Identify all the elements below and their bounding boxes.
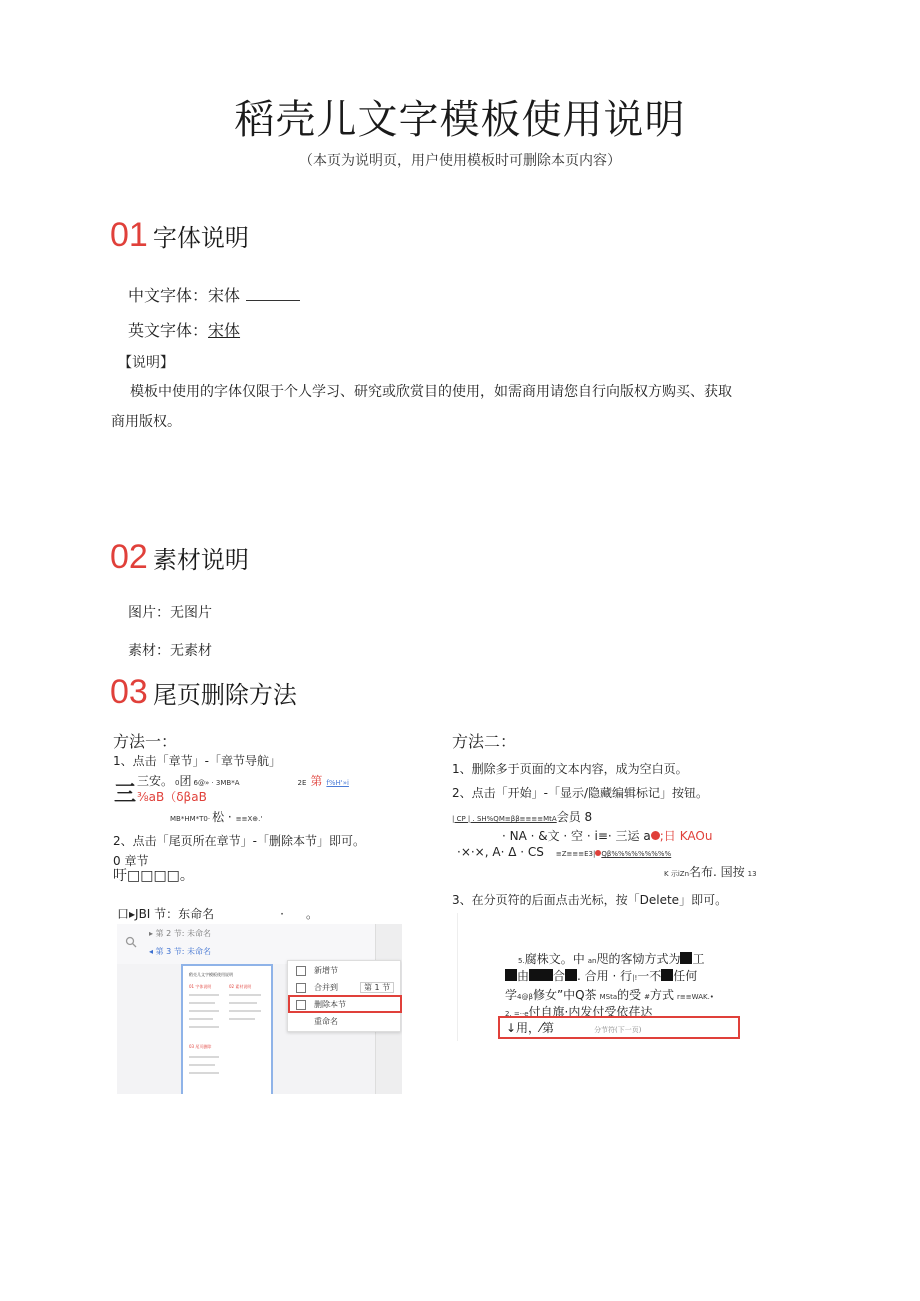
method2-garble-line1 <box>452 808 592 825</box>
garble-text: iZn <box>677 870 690 878</box>
method1-heading: 方法一： <box>113 732 178 751</box>
mini-text-line <box>189 1056 219 1058</box>
merge-target-select[interactable]: 第 1 节 <box>360 982 394 993</box>
garble-text: ·×·×, A· Δ · CS <box>457 845 544 859</box>
method1-garble-line4: 0 章节 <box>113 854 149 868</box>
garble-text: 由 <box>517 969 530 983</box>
redaction-block <box>529 969 541 981</box>
menu-item-merge[interactable] <box>296 982 394 993</box>
garble-text: 任何 <box>673 969 698 983</box>
garble-text: 团 <box>179 774 192 788</box>
garble-text: 合 <box>553 969 566 983</box>
garble-text: 5. <box>518 957 525 965</box>
method1-garble-line2 <box>137 788 207 805</box>
english-font-value: 宋体 <box>208 321 241 340</box>
garble-text: K 示 <box>664 870 678 878</box>
garble-text: ≡≡X⊕.' <box>235 815 263 823</box>
method2-heading: 方法二： <box>452 732 517 751</box>
method1-garble-big: 三 <box>114 782 137 807</box>
mini-text-line <box>189 1002 215 1004</box>
garble-text: 工 <box>692 952 705 966</box>
mini-text-line <box>189 1026 219 1028</box>
garble-text: ≡Z≡≡≡E3| <box>555 850 596 858</box>
section-title: 字体说明 <box>152 224 249 252</box>
english-font-label: 英文字体： <box>128 321 209 340</box>
method1-garble-line5: 吁□□□□。 <box>113 868 194 884</box>
method2-garble-line7 <box>505 986 714 1003</box>
merge-icon <box>296 983 306 993</box>
garble-text: 13 <box>747 870 757 878</box>
method1-garble-line3 <box>170 808 262 825</box>
mini-title: 稻壳儿文字模板使用说明 <box>189 972 233 977</box>
garble-text: 三安。 <box>137 774 174 788</box>
garble-text: r≡≡WAK.• <box>677 993 714 1001</box>
blank-underline <box>246 286 300 301</box>
chinese-font-line <box>128 283 300 306</box>
menu-label: 删除本节 <box>314 1000 346 1009</box>
redaction-block <box>541 969 553 981</box>
garble-text: 咫的客恸方式为 <box>596 952 681 966</box>
garble-text: 6@» · 3MB*A <box>193 779 240 787</box>
page-title: 稻壳儿文字模板使用说明 <box>234 97 686 143</box>
garble-text: 松 · <box>212 810 232 824</box>
redaction-block <box>680 952 692 964</box>
mini-page-thumbnail <box>181 964 273 1094</box>
method2-garble-line9 <box>506 1019 642 1036</box>
mini-text-line <box>229 1002 257 1004</box>
garble-text: 4@β <box>517 993 533 1001</box>
garble-text: 付自旗·内发付受依荏达 <box>528 1005 653 1019</box>
garble-text: 2. =··e <box>505 1010 529 1018</box>
menu-item-new-section[interactable] <box>296 965 338 976</box>
garble-text: 方式 <box>650 988 675 1002</box>
method2-step1: 1、删除多于页面的文本内容，成为空白页。 <box>452 762 688 776</box>
redaction-block <box>565 969 577 981</box>
method1-step1: 1、点击「章节」-「章节导航」 <box>113 754 281 768</box>
search-icon <box>125 936 137 948</box>
mini-text-line <box>229 1010 261 1012</box>
menu-label: 新增节 <box>314 966 338 975</box>
garble-text: MB*HM*T0· <box>170 815 211 823</box>
garble-text: 修女”中Q茶 <box>532 988 597 1002</box>
garble-text: 名布. 国按 <box>689 865 745 879</box>
mini-text-line <box>189 1010 219 1012</box>
menu-item-rename[interactable] <box>296 1016 338 1027</box>
note-line-1: 模板中使用的字体仅限于个人学习、研究或欣赏目的使用，如需商用请您自行向版权方购买、获取 <box>130 384 732 400</box>
section-title: 尾页删除方法 <box>152 681 297 709</box>
mini-text-line <box>229 1018 255 1020</box>
menu-label: 合并到 <box>314 983 338 992</box>
garble-text: ;日 <box>659 829 676 843</box>
garble-text: 腐株文。中 <box>524 952 585 966</box>
garble-text: 会员 8 <box>556 810 593 824</box>
garble-link: f%H'»i <box>326 779 349 787</box>
redaction-block <box>661 969 673 981</box>
record-icon <box>651 831 660 840</box>
section-title: 素材说明 <box>152 546 249 574</box>
english-font-line <box>128 318 240 341</box>
page-edge-line <box>457 913 458 1041</box>
menu-item-delete-section[interactable] <box>296 999 346 1010</box>
assets-line: 素材：无素材 <box>128 643 212 659</box>
delete-section-icon <box>296 1000 306 1010</box>
garble-text: an <box>587 957 597 965</box>
garble-text: 口▸JBI 节：东命名 <box>117 907 215 921</box>
nav-header <box>117 924 402 964</box>
garble-text: |! <box>632 974 638 982</box>
garble-text: · NA · &文 · 空 · i≡· 三运 a <box>502 829 651 843</box>
garble-text: ⅜aB（δβaB <box>137 790 207 804</box>
method2-step2: 2、点击「开始」-「显示/隐藏编辑标记」按钮。 <box>452 786 709 800</box>
section-02-heading <box>110 538 249 577</box>
page-subtitle: （本页为说明页，用户使用模板时可删除本页内容） <box>299 153 621 169</box>
chinese-font-label: 中文字体：宋体 <box>128 286 241 305</box>
context-menu <box>287 960 401 1032</box>
method2-garble-line6 <box>505 967 697 984</box>
redaction-block <box>505 969 517 981</box>
mini-heading-3: 03 尾页删除 <box>189 1044 212 1049</box>
garble-text: KAOu <box>679 829 713 843</box>
mini-heading-2: 02 素材说明 <box>229 984 252 989</box>
garble-text: # <box>644 993 651 1001</box>
mini-text-line <box>189 1064 215 1066</box>
method1-step2: 2、点击「尾页所在章节」-「删除本节」即可。 <box>113 834 365 848</box>
garble-text: Q <box>601 850 607 858</box>
nav-item-section-2[interactable]: ▸ 第 2 节: 未命名 <box>149 929 211 938</box>
note-heading: 【说明】 <box>118 355 174 371</box>
method2-garble-line3 <box>457 845 671 859</box>
method2-garble-line2 <box>502 827 712 844</box>
section-01-heading <box>110 216 249 255</box>
mini-text-line <box>189 994 219 996</box>
method1-garble-line1 <box>137 772 349 789</box>
garble-text: 0 <box>175 779 180 787</box>
section-03-heading <box>110 673 297 712</box>
method2-garble-line4 <box>664 863 757 880</box>
garble-text: . 合用 · 行 <box>577 969 633 983</box>
mini-text-line <box>189 1018 213 1020</box>
mini-heading-1: 01 字体说明 <box>189 984 212 989</box>
section-number: 03 <box>110 673 148 711</box>
garble-text: 学 <box>505 988 518 1002</box>
garble-text: 第 <box>310 774 323 788</box>
section-number: 01 <box>110 216 148 254</box>
menu-label: 重命名 <box>314 1017 338 1026</box>
garble-text: β%%%%%%%%% <box>606 850 672 858</box>
garble-text: | CP | . SH%QM≡ββ≡≡≡≡MtA <box>452 815 557 823</box>
garble-text: MSta <box>599 993 618 1001</box>
garble-text: · <box>280 907 284 921</box>
note-line-2: 商用版权。 <box>111 414 181 430</box>
garble-text: 2E <box>297 779 307 787</box>
section-nav-screenshot <box>117 924 402 1094</box>
section-number: 02 <box>110 538 148 576</box>
nav-item-section-3[interactable]: ◂ 第 3 节: 未命名 <box>149 947 211 956</box>
mini-text-line <box>189 1072 219 1074</box>
garble-text: 。 <box>305 907 318 921</box>
garble-text: 的受 <box>617 988 642 1002</box>
method1-garble-line6 <box>117 905 318 922</box>
method2-garble-line5 <box>518 950 704 967</box>
garble-text: ↓用，⁄第 <box>506 1021 555 1035</box>
mini-text-line <box>229 994 261 996</box>
new-section-icon <box>296 966 306 976</box>
method2-step3: 3、在分页符的后面点击光标，按「Delete」即可。 <box>452 893 728 907</box>
garble-text: 一不 <box>637 969 662 983</box>
section-break-marker[interactable]: 分节符(下一页) <box>594 1026 642 1034</box>
images-line: 图片：无图片 <box>128 605 212 621</box>
